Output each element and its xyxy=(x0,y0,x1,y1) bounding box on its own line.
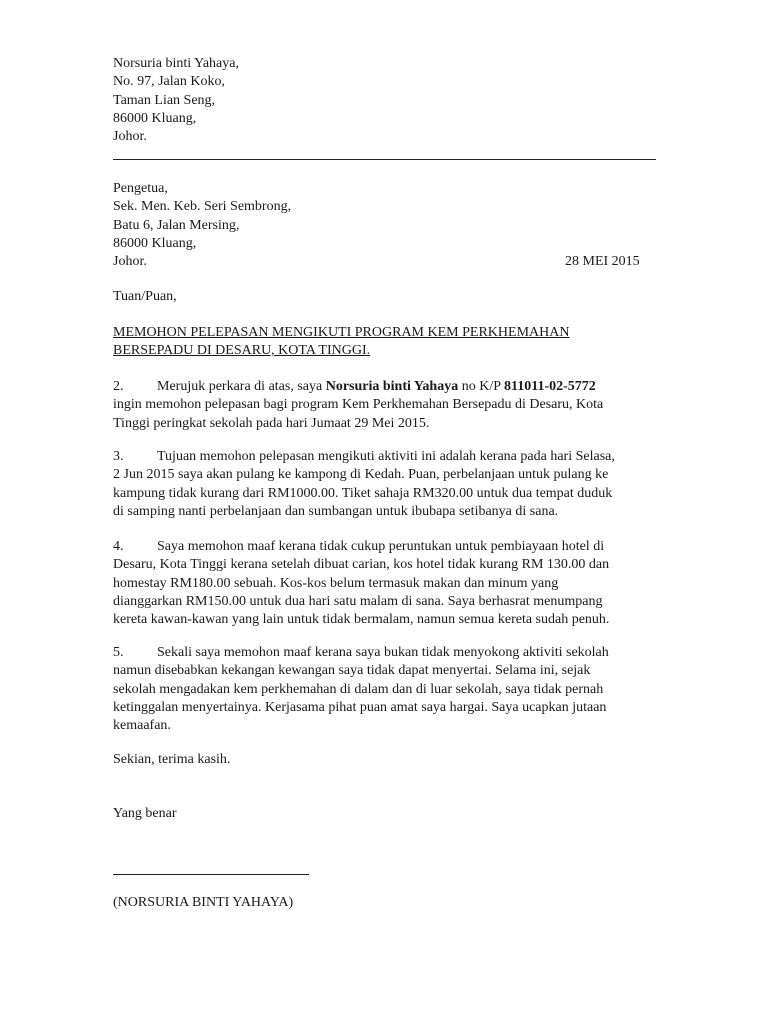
paragraph-line: kemaafan. xyxy=(113,718,171,734)
paragraph-text: Tujuan memohon pelepasan mengikuti aktiviti ini adalah kerana pada hari Selasa, xyxy=(157,449,615,464)
paragraph-line: ingin memohon pelepasan bagi program Kem Perkhemahan Bersepadu di Desaru, Kota xyxy=(113,397,604,413)
paragraph-line: Tinggi peringkat sekolah pada hari Jumaat 29 Mei 2015. xyxy=(113,415,430,431)
ic-number: 811011-02-5772 xyxy=(504,379,596,394)
paragraph-line: homestay RM180.00 sebuah. Kos-kos belum termasuk makan dan minum yang xyxy=(113,575,559,591)
signatory xyxy=(113,894,293,912)
paragraph-number: 3. xyxy=(113,449,124,464)
paragraph-line: namun disebabkan kekangan kewangan saya tidak dapat menyertai. Selama ini, sejak xyxy=(113,663,591,679)
paragraph-line xyxy=(113,644,609,662)
letter-date: 28 MEI 2015 xyxy=(565,254,640,269)
sender-line: Norsuria binti Yahaya, xyxy=(113,56,239,71)
sender-line: No. 97, Jalan Koko, xyxy=(113,74,225,90)
sender-address xyxy=(113,55,239,146)
paragraph-line: kereta kawan-kawan yang lain untuk tidak bermalam, namun semua kereta sudah penuh. xyxy=(113,612,610,628)
paragraph-line: Desaru, Kota Tinggi kerana setelah dibuat carian, kos hotel tidak kurang RM 130.00 dan xyxy=(113,557,610,573)
paragraph-line: 2 Jun 2015 saya akan pulang ke kampong di Kedah. Puan, perbelanjaan untuk pulang ke xyxy=(113,467,609,483)
signature-line xyxy=(113,874,309,875)
signatory-name: (NORSURIA BINTI YAHAYA) xyxy=(113,895,294,910)
paragraph-line: ketinggalan menyertainya. Kerjasama pihat puan amat saya hargai. Saya ucapkan jutaan xyxy=(113,699,607,715)
paragraph-text: Merujuk perkara di atas, saya xyxy=(157,379,326,394)
closing-text: Sekian, terima kasih. xyxy=(113,752,231,767)
subject-line: BERSEPADU DI DESARU, KOTA TINGGI. xyxy=(113,343,371,359)
recipient-line: Johor. xyxy=(113,254,147,270)
paragraph-number: 5. xyxy=(113,645,124,660)
recipient-line: Pengetua, xyxy=(113,181,168,196)
sender-line: 86000 Kluang, xyxy=(113,110,197,126)
paragraph-line: kampung tidak kurang dari RM1000.00. Tiket sahaja RM320.00 untuk dua tempat duduk xyxy=(113,485,613,501)
paragraph-2 xyxy=(113,378,603,433)
paragraph-5 xyxy=(113,644,609,735)
subject-line: MEMOHON PELEPASAN MENGIKUTI PROGRAM KEM PERKHEMAHAN xyxy=(113,325,570,340)
subject-heading xyxy=(113,324,569,361)
paragraph-4 xyxy=(113,538,609,629)
paragraph-line: di samping nanti perbelanjaan dan sumbangan untuk ibubapa setibanya di sana. xyxy=(113,503,559,519)
paragraph-line: sekolah mengadakan kem perkhemahan di dalam dan di luar sekolah, saya tidak pernah xyxy=(113,681,604,697)
sender-line: Taman Lian Seng, xyxy=(113,92,216,108)
recipient-line: Sek. Men. Keb. Seri Sembrong, xyxy=(113,199,292,215)
valediction-text: Yang benar xyxy=(113,806,177,821)
recipient-line: Batu 6, Jalan Mersing, xyxy=(113,217,240,233)
paragraph-text: Saya memohon maaf kerana tidak cukup peruntukan untuk pembiayaan hotel di xyxy=(157,539,605,554)
applicant-name: Norsuria binti Yahaya xyxy=(325,379,459,394)
recipient-address xyxy=(113,180,291,271)
header-divider xyxy=(113,159,656,160)
paragraph-number: 4. xyxy=(113,539,124,554)
paragraph-line xyxy=(113,378,603,396)
paragraph-number: 2. xyxy=(113,379,124,394)
salutation xyxy=(113,288,177,306)
salutation-text: Tuan/Puan, xyxy=(113,289,177,304)
recipient-line: 86000 Kluang, xyxy=(113,235,197,251)
paragraph-line: dianggarkan RM150.00 untuk dua hari satu malam di sana. Saya berhasrat menumpang xyxy=(113,593,603,609)
paragraph-3 xyxy=(113,448,615,521)
sender-line: Johor. xyxy=(113,129,147,145)
closing xyxy=(113,751,230,769)
paragraph-text: no K/P xyxy=(458,379,505,394)
valediction xyxy=(113,805,177,823)
paragraph-line xyxy=(113,538,609,556)
paragraph-line xyxy=(113,448,615,466)
paragraph-text: Sekali saya memohon maaf kerana saya bukan tidak menyokong aktiviti sekolah xyxy=(157,645,609,660)
